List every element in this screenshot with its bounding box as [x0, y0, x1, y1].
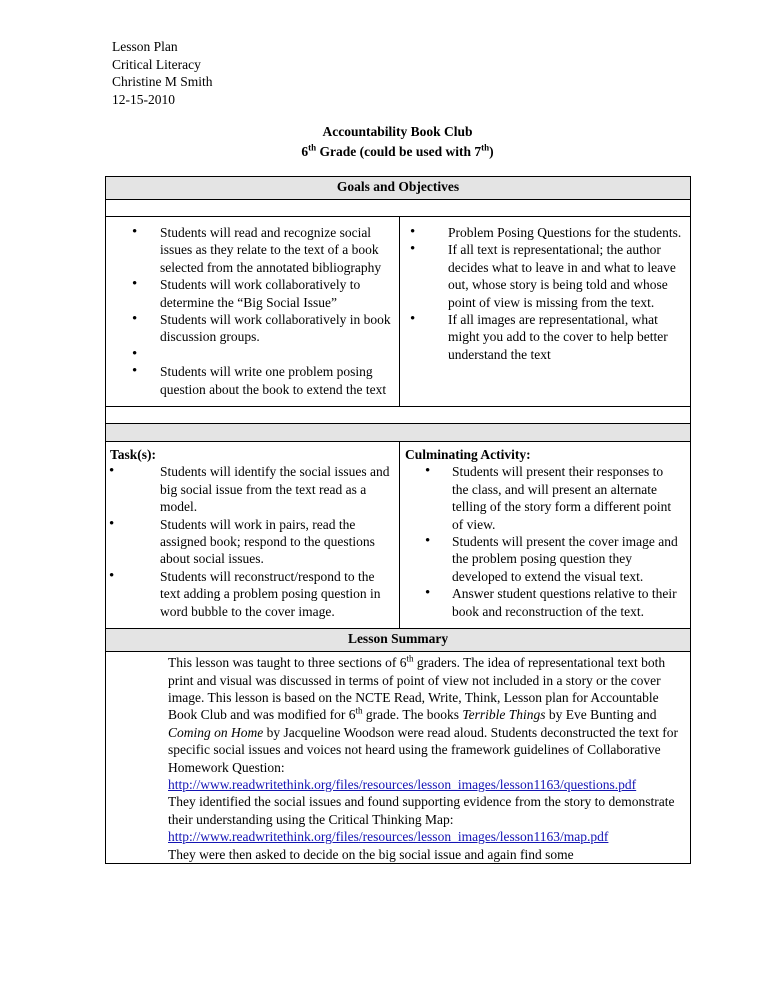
- summary-sup-1: th: [406, 653, 414, 664]
- title-grade-end: ): [489, 144, 494, 159]
- book-title-terrible-things: Terrible Things: [462, 707, 546, 723]
- list-item: • Students will identify the social issues and big social issue from the text read as a model.: [106, 463, 391, 515]
- summary-p1d: by Eve Bunting and: [545, 707, 657, 723]
- title-grade-sup: th: [308, 142, 317, 153]
- summary-p1e: by Jacqueline Woodson were read aloud. Students deconstructed the text for specific social issues and voices not heard using the framework guidelines of Collaborative Homework Question:: [168, 724, 679, 775]
- link-questions-pdf[interactable]: http://www.readwritethink.org/files/resources/lesson_images/lesson1163/questions.pdf: [168, 776, 637, 792]
- list-item: • Students will reconstruct/respond to the text adding a problem posing question in word bubble to the cover image.: [106, 568, 391, 620]
- culminating-activity-list: [400, 463, 682, 620]
- link-map-pdf[interactable]: http://www.readwritethink.org/files/resources/lesson_images/lesson1163/map.pdf: [168, 829, 609, 845]
- culminating-activity-heading: Culminating Activity:: [405, 447, 531, 463]
- title-main: Accountability Book Club: [322, 124, 473, 139]
- list-item: • Students will present the cover image and the problem posing question they developed to extend the visual text.: [400, 533, 682, 585]
- tasks-content-row: [106, 442, 691, 629]
- list-item: • Problem Posing Questions for the students.: [400, 224, 682, 241]
- title-grade-sup2: th: [481, 142, 490, 153]
- list-item: • Students will work in pairs, read the assigned book; respond to the questions about social issues.: [106, 516, 391, 568]
- document-header: [112, 38, 213, 108]
- goals-header-row: [106, 177, 691, 200]
- goals-left-list: [106, 224, 391, 398]
- tasks-band-cell: [106, 424, 691, 442]
- goals-right-cell: [400, 217, 691, 407]
- list-item: • If all text is representational; the author decides what to leave in and what to leave out, whose story is being told and whose point of view is missing from the text.: [400, 241, 682, 311]
- section-gap-row: [106, 407, 691, 424]
- header-line-subject: Critical Literacy: [112, 56, 201, 72]
- tasks-cell: [106, 442, 400, 629]
- header-line-author: Christine M Smith: [112, 74, 213, 90]
- summary-p2: They identified the social issues and found supporting evidence from the story to demonstrate their understanding using the Critical Thinking Map:: [168, 794, 675, 827]
- book-title-coming-on-home: Coming on Home: [168, 724, 264, 740]
- culminating-activity-cell: [400, 442, 691, 629]
- summary-cell: [106, 652, 691, 864]
- title-grade-mid: Grade (could be used with 7: [316, 144, 482, 159]
- tasks-band-row: [106, 424, 691, 442]
- header-line-date: 12-15-2010: [112, 91, 175, 107]
- header-line-lesson-plan: Lesson Plan: [112, 39, 178, 54]
- goals-right-list: [400, 224, 682, 363]
- goals-content-row: [106, 217, 691, 407]
- list-item: • Students will read and recognize social issues as they relate to the text of a book selected from the annotated bibliography: [106, 224, 391, 276]
- summary-sup-2: th: [355, 705, 363, 716]
- list-item: • Students will work collaboratively in book discussion groups.: [106, 311, 391, 346]
- section-gap-cell: [106, 407, 691, 424]
- list-item: • Answer student questions relative to their book and reconstruction of the text.: [400, 585, 682, 620]
- summary-content-row: [106, 652, 691, 864]
- goals-spacer-row: [106, 200, 691, 217]
- summary-p1a: This lesson was taught to three sections of 6: [168, 655, 407, 671]
- page-title: [105, 122, 690, 162]
- list-item: • Students will present their responses to the class, and will present an alternate telling of the story form a different point of view.: [400, 463, 682, 533]
- title-grade-num: 6: [301, 144, 309, 159]
- summary-p1b: graders. The idea of representational text both print and visual was discussed in terms of point of view not included in a story or the cover image. This lesson is based on the NCTE Read, Write, Think, Lesson plan for Accountable Book Club and was modified for 6: [168, 655, 666, 723]
- summary-p1c: grade. The books: [362, 707, 463, 723]
- title-grade-line: [105, 142, 690, 162]
- summary-p3: They were then asked to decide on the big social issue and again find some: [168, 846, 574, 862]
- tasks-heading: Task(s):: [110, 447, 157, 463]
- summary-header-cell: Lesson Summary: [106, 629, 691, 652]
- list-item: • Students will write one problem posing question about the book to extend the text: [106, 363, 391, 398]
- goals-left-cell: [106, 217, 400, 407]
- lesson-plan-table: [105, 176, 691, 864]
- summary-text: [110, 654, 685, 863]
- summary-header-row: [106, 629, 691, 652]
- goals-left-blank: [106, 346, 391, 363]
- list-item: • Students will work collaboratively to determine the “Big Social Issue”: [106, 276, 391, 311]
- goals-spacer-cell: [106, 200, 691, 217]
- tasks-list: [106, 463, 391, 620]
- goals-header-cell: Goals and Objectives: [106, 177, 691, 200]
- list-item: • If all images are representational, what might you add to the cover to help better understand the text: [400, 311, 682, 363]
